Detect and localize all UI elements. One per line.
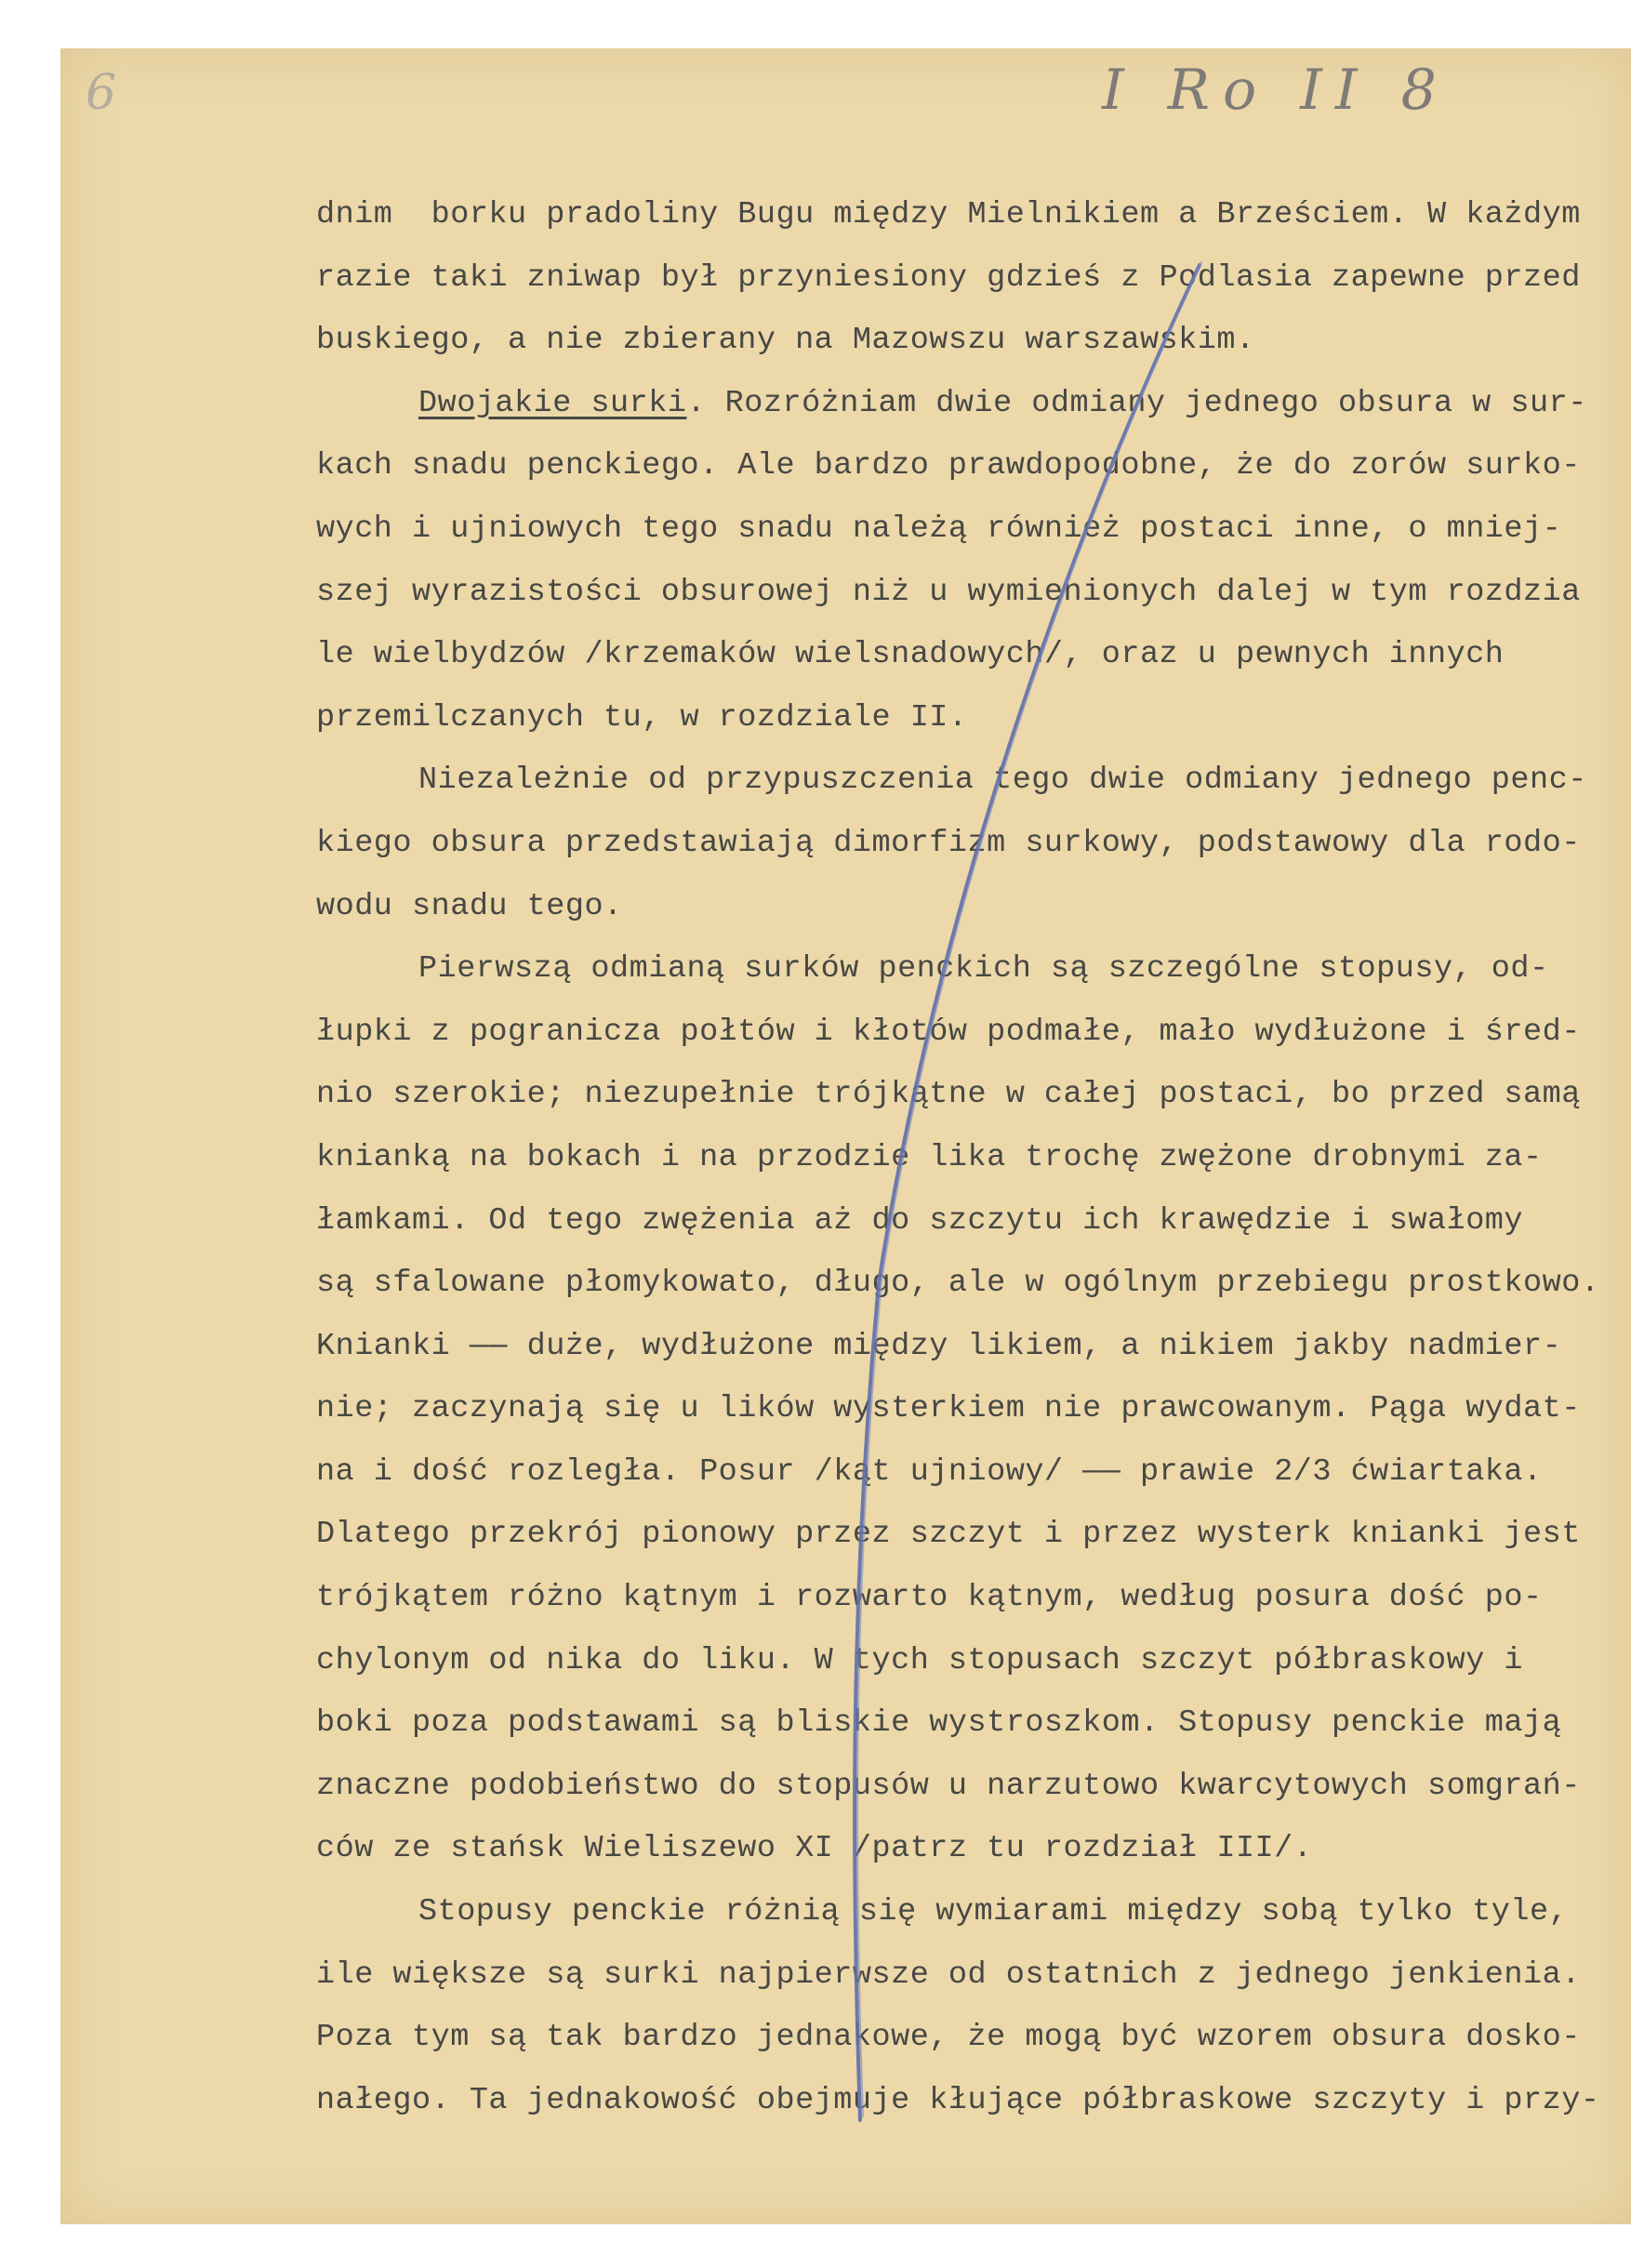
- text-line: ców ze stańsk Wieliszewo XI /patrz tu rozdział III/.: [316, 1831, 1313, 1867]
- text-line: łupki z pogranicza połtów i kłotów podmałe, mało wydłużone i śred-: [316, 1014, 1581, 1050]
- text-line: kiego obsura przedstawiają dimorfizm surkowy, podstawowy dla rodo-: [316, 825, 1581, 861]
- section-heading-underlined: Dwojakie surki: [418, 385, 687, 421]
- text-line: przemilczanych tu, w rozdziale II.: [316, 699, 968, 736]
- text-line: nio szerokie; niezupełnie trójkątne w całej postaci, bo przed samą: [316, 1077, 1581, 1113]
- text-line: wodu snadu tego.: [316, 888, 623, 924]
- text-line: nie; zaczynają się u lików wysterkiem nie prawcowanym. Pąga wydat-: [316, 1391, 1581, 1427]
- text-line: Stopusy penckie różnią się wymiarami między sobą tylko tyle,: [418, 1894, 1569, 1930]
- text-line: dnim borku pradoliny Bugu między Mielnikiem a Brześciem. W każdym: [316, 197, 1581, 232]
- text-line: buskiego, a nie zbierany na Mazowszu warszawskim.: [316, 323, 1255, 359]
- text-line: są sfalowane płomykowato, długo, ale w ogólnym przebiegu prostkowo.: [316, 1266, 1600, 1302]
- text-line: chylonym od nika do liku. W tych stopusach szczyt półbraskowy i: [316, 1642, 1524, 1678]
- text-line: Dlatego przekrój pionowy przez szczyt i przez wysterk knianki jest: [316, 1517, 1581, 1553]
- text-line: Pierwszą odmianą surków penckich są szczególne stopusy, od-: [418, 951, 1549, 988]
- text-line: łamkami. Od tego zwężenia aż do szczytu ich krawędzie i swałomy: [316, 1202, 1524, 1239]
- text-line: Poza tym są tak bardzo jednakowe, że mogą być wzorem obsura dosko-: [316, 2020, 1581, 2056]
- archive-signature-note: I Ro II 8: [1102, 58, 1450, 123]
- page-number-note: 6: [86, 65, 117, 121]
- text-line: kach snadu penckiego. Ale bardzo prawdopodobne, że do zorów surko-: [316, 448, 1581, 484]
- text-line: boki poza podstawami są bliskie wystroszkom. Stopusy penckie mają: [316, 1705, 1562, 1742]
- text-line: knianką na bokach i na przodzie lika trochę zwężone drobnymi za-: [316, 1139, 1543, 1175]
- text-line: nałego. Ta jednakowość obejmuje kłujące półbraskowe szczyty i przy-: [316, 2082, 1600, 2118]
- text-line: szej wyrazistości obsurowej niż u wymienionych dalej w tym rozdzia: [316, 574, 1581, 610]
- text-line: razie taki zniwap był przyniesiony gdzieś z Podlasia zapewne przed: [316, 259, 1581, 296]
- text-line: trójkątem różno kątnym i rozwarto kątnym, według posura dość po-: [316, 1580, 1543, 1616]
- text-line: na i dość rozległa. Posur /kąt ujniowy/ —— prawie 2/3 ćwiartaka.: [316, 1453, 1543, 1490]
- text-line: [316, 373, 1587, 436]
- text-line: Knianki —— duże, wydłużone między likiem, a nikiem jakby nadmier-: [316, 1328, 1562, 1364]
- text-line: ile większe są surki najpierwsze od ostatnich z jednego jenkienia.: [316, 1956, 1581, 1993]
- text-line: wych i ujniowych tego snadu należą również postaci inne, o mniej-: [316, 511, 1562, 547]
- text-line: znaczne podobieństwo do stopusów u narzutowo kwarcytowych somgrań-: [316, 1768, 1581, 1804]
- text-line: Niezależnie od przypuszczenia tego dwie odmiany jednego penc-: [418, 763, 1587, 799]
- text-line-rest: . Rozróżniam dwie odmiany jednego obsura w sur-: [686, 385, 1587, 421]
- text-line: le wielbydzów /krzemaków wielsnadowych/, oraz u pewnych innych: [316, 637, 1505, 673]
- typewritten-text-body: [316, 184, 1600, 2132]
